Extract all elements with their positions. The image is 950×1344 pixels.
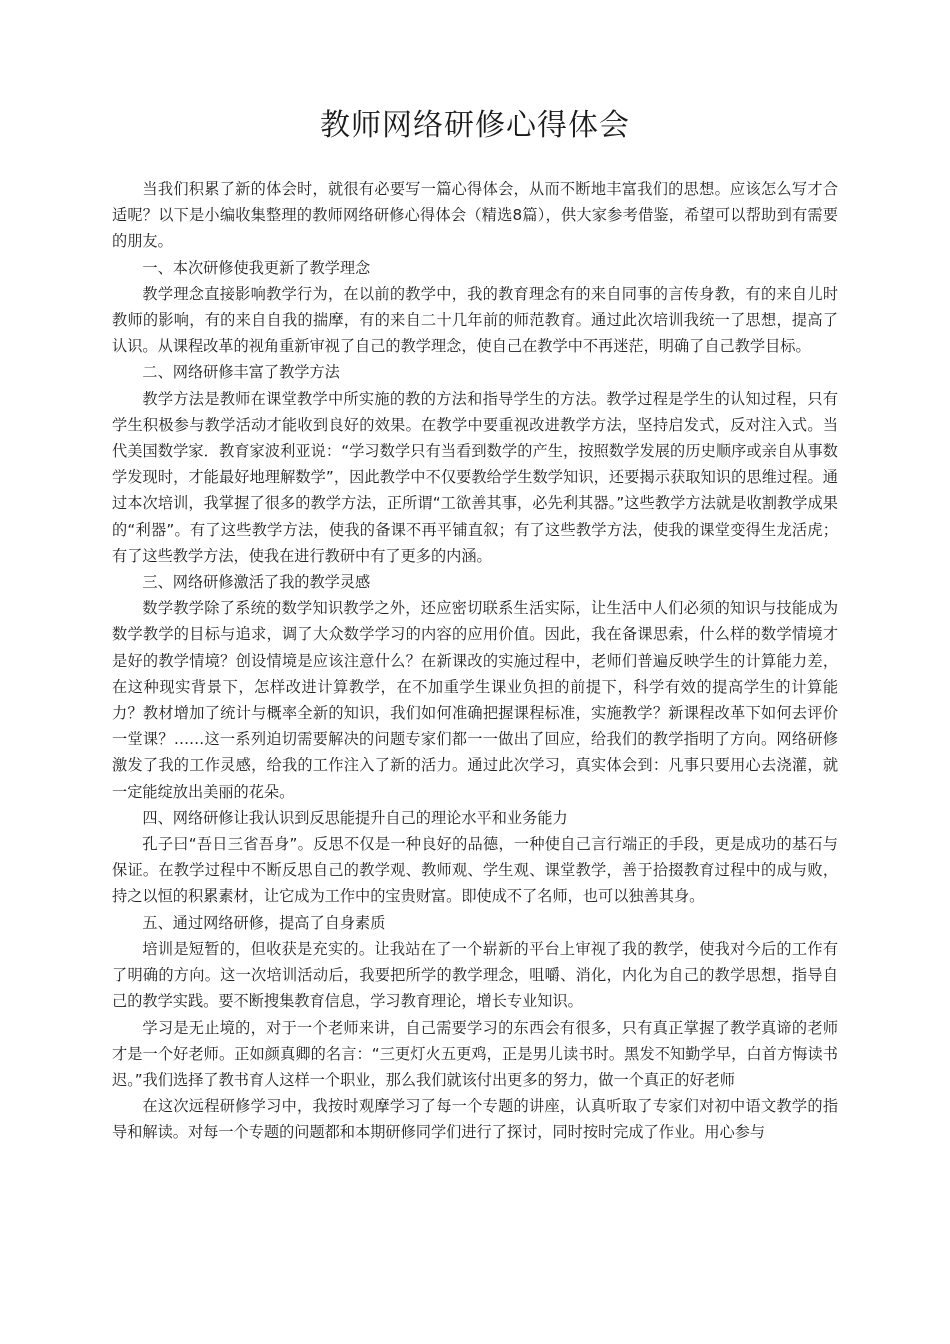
document-body (112, 176, 838, 1146)
section-paragraph-5b: 学习是无止境的，对于一个老师来讲，自己需要学习的东西会有很多，只有真正掌握了教学真谛的老师才是一个好老师。正如颜真卿的名言：“三更灯火五更鸡，正是男儿读书时。黑发不知勤学早，白首方悔读书迟。”我们选择了教书育人这样一个职业，那么我们就该付出更多的努力，做一个真正的好老师 (112, 1018, 838, 1089)
closing-paragraph: 在这次远程研修学习中，我按时观摩学习了每一个专题的讲座，认真听取了专家们对初中语文教学的指导和解读。对每一个专题的问题都和本期研修同学们进行了探讨，同时按时完成了作业。用心参与 (112, 1097, 838, 1142)
intro-paragraph: 当我们积累了新的体会时，就很有必要写一篇心得体会，从而不断地丰富我们的思想。应该怎么写才合适呢？以下是小编收集整理的教师网络研修心得体会（精选8篇），供大家参考借鉴，希望可以帮助到有需要的朋友。 (112, 180, 838, 251)
section-paragraph-3: 数学教学除了系统的数学知识教学之外，还应密切联系生活实际，让生活中人们必须的知识与技能成为数学教学的目标与追求，调了大众数学学习的内容的应用价值。因此，我在备课思索，什么样的数学情境才是好的教学情境？创设情境是应该注意什么？在新课改的实施过程中，老师们普遍反映学生的计算能力差，在这种现实背景下，怎样改进计算教学，在不加重学生课业负担的前提下，科学有效的提高学生的计算能力？教材增加了统计与概率全新的知识，我们如何准确把握课程标准，实施教学？新课程改革下如何去评价一堂课？……这一系列迫切需要解决的问题专家们都一一做出了回应，给我们的教学指明了方向。网络研修激发了我的工作灵感，给我的工作注入了新的活力。通过此次学习，真实体会到：凡事只要用心去浇灌，就一定能绽放出美丽的花朵。 (112, 599, 838, 801)
section-heading-4: 四、网络研修让我认识到反思能提升自己的理论水平和业务能力 (142, 808, 568, 827)
document-title: 教师网络研修心得体会 (320, 108, 630, 143)
section-paragraph-1: 教学理念直接影响教学行为，在以前的教学中，我的教育理念有的来自同事的言传身教，有的来自儿时教师的影响，有的来自自我的揣摩，有的来自二十几年前的师范教育。通过此次培训我统一了思想，提高了认识。从课程改革的视角重新审视了自己的教学理念，使自己在教学中不再迷茫，明确了自己教学目标。 (112, 284, 838, 356)
section-paragraph-2: 教学方法是教师在课堂教学中所实施的教的方法和指导学生的方法。教学过程是学生的认知过程，只有学生积极参与教学活动才能收到良好的效果。在教学中要重视改进教学方法，坚持启发式，反对注入式。当代美国数学家．教育家波利亚说：“学习数学只有当看到数学的产生，按照数学发展的历史顺序或亲自从事数学发现时，才能最好地理解数学”，因此教学中不仅要教给学生数学知识，还要揭示获取知识的思维过程。通过本次培训，我掌握了很多的教学方法，正所谓“工欲善其事，必先利其器。”这些教学方法就是收割教学成果的“利器”。有了这些教学方法，使我的备课不再平铺直叙；有了这些教学方法，使我的课堂变得生龙活虎；有了这些教学方法，使我在进行教研中有了更多的内涵。 (112, 389, 838, 565)
section-heading-5: 五、通过网络研修，提高了自身素质 (142, 913, 386, 932)
section-heading-3: 三、网络研修激活了我的教学灵感 (142, 573, 371, 592)
section-paragraph-4: 孔子曰“吾日三省吾身”。反思不仅是一种良好的品德，一种使自己言行端正的手段，更是成功的基石与保证。在教学过程中不断反思自己的教学观、教师观、学生观、课堂教学，善于拾掇教育过程中的成与败，持之以恒的积累素材，让它成为工作中的宝贵财富。即使成不了名师，也可以独善其身。 (112, 835, 838, 906)
section-heading-1: 一、本次研修使我更新了教学理念 (142, 258, 371, 277)
section-paragraph-5a: 培训是短暂的，但收获是充实的。让我站在了一个崭新的平台上审视了我的教学，使我对今后的工作有了明确的方向。这一次培训活动后，我要把所学的教学理念，咀嚼、消化，内化为自己的教学思想，指导自己的教学实践。要不断搜集教育信息，学习教育理论，增长专业知识。 (112, 939, 838, 1011)
section-heading-2: 二、网络研修丰富了教学方法 (142, 363, 340, 382)
